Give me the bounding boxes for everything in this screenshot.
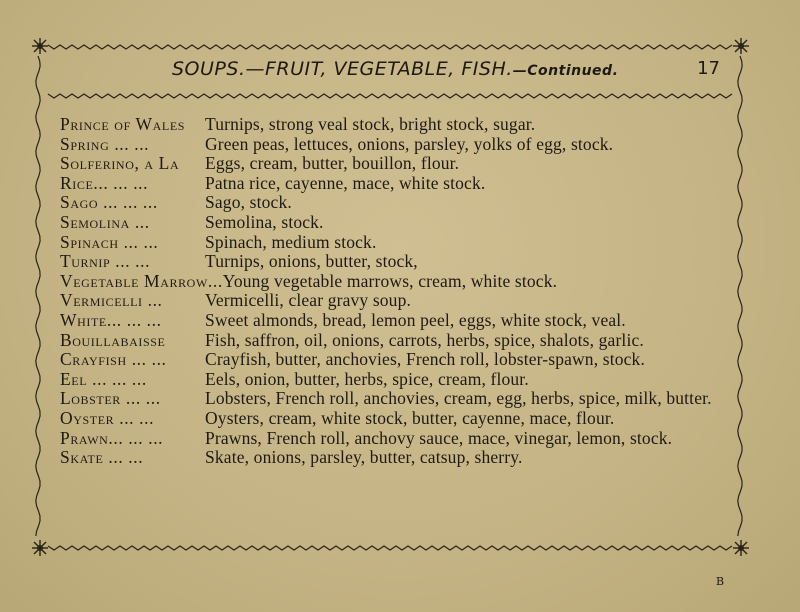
soup-ingredients: Semolina, stock. [205, 211, 324, 232]
page-title-continued: —Continued. [512, 63, 619, 79]
soup-ingredients: Patna rice, cayenne, mace, white stock. [205, 172, 486, 193]
soup-ingredients: Young vegetable marrows, cream, white stock. [222, 270, 558, 291]
list-item [60, 252, 740, 272]
soup-name: Oyster ... ... [60, 407, 155, 428]
soup-ingredients: Eels, onion, butter, herbs, spice, cream, flour. [205, 368, 529, 389]
page-title-main: SOUPS.—FRUIT, VEGETABLE, FISH. [172, 58, 513, 80]
soup-ingredients: Vermicelli, clear gravy soup. [205, 290, 412, 311]
list-item [60, 409, 740, 429]
soup-ingredients: Oysters, cream, white stock, butter, cayenne, mace, flour. [205, 407, 615, 428]
corner-ornament-bottom-right [733, 540, 749, 556]
corner-ornament-top-left [32, 38, 48, 54]
soup-ingredients: Green peas, lettuces, onions, parsley, yolks of egg, stock. [205, 133, 614, 154]
soup-name: White... ... ... [60, 309, 162, 330]
list-item [60, 448, 740, 468]
list-item [60, 389, 740, 409]
soup-ingredients: Fish, saffron, oil, onions, carrots, herbs, spice, shalots, garlic. [205, 329, 644, 350]
list-item [60, 174, 740, 194]
soup-name: Solferino, a La [60, 153, 180, 174]
soup-list [60, 115, 740, 468]
soup-name: Eel ... ... ... [60, 368, 147, 389]
list-item [60, 135, 740, 155]
signature-mark: B [716, 575, 726, 588]
soup-name: Prawn... ... ... [60, 427, 164, 448]
list-item [60, 331, 740, 351]
soup-name: Rice... ... ... [60, 172, 149, 193]
list-item [60, 311, 740, 331]
list-item [60, 115, 740, 135]
soup-name: Vegetable Marrow... [60, 270, 223, 291]
soup-name: Prince of Wales [60, 114, 186, 134]
soup-name: Turnip ... ... [60, 251, 151, 272]
list-item [60, 272, 740, 292]
soup-ingredients: Skate, onions, parsley, butter, catsup, sherry. [205, 447, 523, 468]
list-item [60, 233, 740, 253]
soup-name: Spinach ... ... [60, 231, 159, 252]
soup-ingredients: Spinach, medium stock. [205, 231, 377, 252]
running-header [60, 58, 720, 88]
soup-name: Spring ... ... [60, 133, 150, 154]
soup-name: Vermicelli ... [60, 290, 163, 311]
soup-name: Crayfish ... ... [60, 349, 167, 370]
corner-ornament-top-right [733, 38, 749, 54]
list-item [60, 193, 740, 213]
soup-name: Lobster ... ... [60, 388, 161, 409]
soup-ingredients: Crayfish, butter, anchovies, French roll, lobster-spawn, stock. [205, 349, 645, 370]
page-number: 17 [697, 58, 720, 79]
list-item [60, 370, 740, 390]
soup-ingredients: Turnips, onions, butter, stock, [205, 251, 418, 272]
soup-ingredients: Eggs, cream, butter, bouillon, flour. [205, 153, 460, 174]
bottom-border-line [48, 546, 732, 550]
soup-ingredients: Sago, stock. [205, 192, 292, 213]
left-border-line [36, 56, 40, 536]
header-border-line [48, 94, 732, 98]
list-item [60, 154, 740, 174]
list-item [60, 429, 740, 449]
top-border-line [48, 45, 732, 49]
soup-ingredients: Turnips, strong veal stock, bright stock, sugar. [205, 114, 536, 134]
soup-name: Sago ... ... ... [60, 192, 158, 213]
soup-ingredients: Lobsters, French roll, anchovies, cream, egg, herbs, spice, milk, butter. [205, 388, 712, 409]
soup-name: Skate ... ... [60, 447, 144, 468]
soup-ingredients: Sweet almonds, bread, lemon peel, eggs, white stock, veal. [205, 309, 626, 330]
soup-name: Bouillabaisse [60, 329, 166, 350]
list-item [60, 291, 740, 311]
soup-ingredients: Prawns, French roll, anchovy sauce, mace, vinegar, lemon, stock. [205, 427, 673, 448]
list-item [60, 350, 740, 370]
page-title [172, 58, 618, 80]
soup-name: Semolina ... [60, 211, 150, 232]
corner-ornament-bottom-left [32, 540, 48, 556]
list-item [60, 213, 740, 233]
